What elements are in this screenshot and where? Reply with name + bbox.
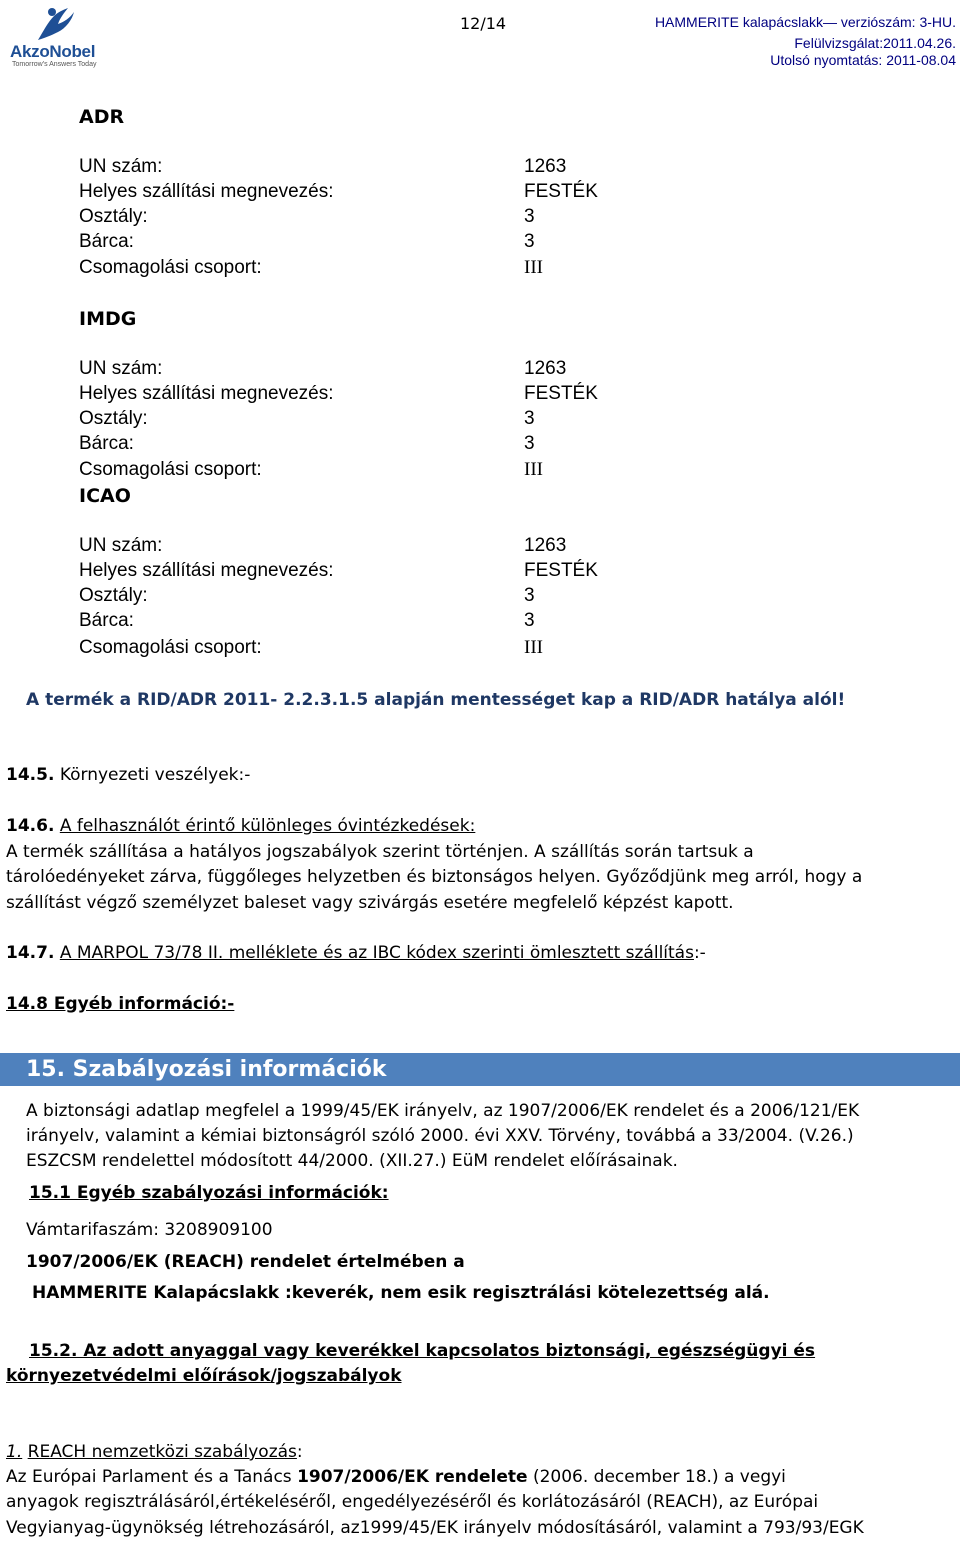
imdg-un-value: 1263 bbox=[524, 358, 567, 379]
adr-un-label: UN szám: bbox=[79, 156, 163, 177]
section-15-1-title: 15.1 Egyéb szabályozási információk: bbox=[29, 1183, 389, 1203]
section-14-7-text: A MARPOL 73/78 II. melléklete és az IBC kódex szerinti ömlesztett szállítás bbox=[59, 943, 694, 963]
imdg-label-label: Bárca: bbox=[79, 433, 134, 454]
regulation-line-1 bbox=[6, 1467, 786, 1487]
reach-statement: 1907/2006/EK (REACH) rendelet értelmében a bbox=[26, 1252, 465, 1272]
icao-un-value: 1263 bbox=[524, 535, 567, 556]
imdg-pack-label: Csomagolási csoport: bbox=[79, 459, 262, 480]
print-date: Utolsó nyomtatás: 2011-08.04 bbox=[770, 52, 956, 68]
section-14-6-number: 14.6. bbox=[6, 816, 55, 836]
icao-label-value: 3 bbox=[524, 610, 535, 631]
section-14-7 bbox=[6, 943, 706, 963]
adr-label-label: Bárca: bbox=[79, 231, 134, 252]
section-15-line-3: ESZCSM rendelettel módosított 44/2000. (XII.27.) EüM rendelet előírásainak. bbox=[26, 1151, 678, 1171]
adr-un-value: 1263 bbox=[524, 156, 567, 177]
icao-pack-value: III bbox=[524, 637, 543, 658]
icao-name-label: Helyes szállítási megnevezés: bbox=[79, 560, 334, 581]
section-15-line-2: irányelv, valamint a kémiai biztonságról szóló 2000. évi XXV. Törvény, továbbá a 33/2004. (V.26.) bbox=[26, 1126, 854, 1146]
imdg-name-value: FESTÉK bbox=[524, 383, 598, 404]
regulation-line-1-end: (2006. december 18.) a vegyi bbox=[527, 1467, 786, 1487]
icao-heading: ICAO bbox=[79, 485, 131, 507]
akzonobel-logo bbox=[8, 4, 100, 66]
icao-name-value: FESTÉK bbox=[524, 560, 598, 581]
document-title: HAMMERITE kalapácslakk— verziószám: 3-HU. bbox=[654, 14, 956, 30]
item-1-number: 1. bbox=[6, 1442, 23, 1462]
imdg-class-value: 3 bbox=[524, 408, 535, 429]
regulation-line-2: anyagok regisztrálásáról,értékeléséről, engedélyezéséről és korlátozásáról (REACH), az Európai bbox=[6, 1492, 819, 1512]
logo-tagline: Tomorrow's Answers Today bbox=[12, 61, 97, 68]
icao-class-label: Osztály: bbox=[79, 585, 148, 606]
section-14-6-heading bbox=[6, 816, 475, 836]
section-15-2-title-line-2: környezetvédelmi előírások/jogszabályok bbox=[6, 1366, 402, 1386]
adr-heading: ADR bbox=[79, 106, 125, 128]
regulation-line-1-start: Az Európai Parlament és a Tanács bbox=[6, 1467, 298, 1487]
section-14-5 bbox=[6, 765, 250, 785]
item-1-colon: : bbox=[296, 1442, 303, 1462]
section-14-8: 14.8 Egyéb információ:- bbox=[6, 994, 235, 1014]
revision-date: Felülvizsgálat:2011.04.26. bbox=[794, 35, 956, 51]
customs-tariff-number: Vámtarifaszám: 3208909100 bbox=[26, 1220, 273, 1240]
section-15-title: 15. Szabályozási információk bbox=[26, 1057, 387, 1082]
logo-figure-icon bbox=[8, 4, 100, 44]
imdg-name-label: Helyes szállítási megnevezés: bbox=[79, 383, 334, 404]
icao-label-label: Bárca: bbox=[79, 610, 134, 631]
adr-name-value: FESTÉK bbox=[524, 181, 598, 202]
imdg-label-value: 3 bbox=[524, 433, 535, 454]
section-15-line-1: A biztonsági adatlap megfelel a 1999/45/EK irányelv, az 1907/2006/EK rendelet és a 2006/121/EK bbox=[26, 1101, 860, 1121]
icao-pack-label: Csomagolási csoport: bbox=[79, 637, 262, 658]
adr-class-value: 3 bbox=[524, 206, 535, 227]
logo-wordmark: AkzoNobel bbox=[10, 42, 96, 61]
section-14-6-line-3: szállítást végző személyzet baleset vagy szivárgás esetére megfelelő képzést kapott. bbox=[6, 893, 734, 913]
rid-exemption-note: A termék a RID/ADR 2011- 2.2.3.1.5 alapján mentességet kap a RID/ADR hatálya alól! bbox=[26, 690, 846, 710]
imdg-heading: IMDG bbox=[79, 308, 137, 330]
section-14-5-text: Környezeti veszélyek:- bbox=[59, 765, 251, 785]
page-number: 12/14 bbox=[460, 14, 507, 33]
section-14-6-line-2: tárolóedényeket zárva, függőleges helyzetben és biztonságos helyen. Győződjünk meg arról, hogy a bbox=[6, 867, 863, 887]
imdg-pack-value: III bbox=[524, 459, 543, 480]
section-14-6-title: A felhasználót érintő különleges óvintézkedések: bbox=[59, 816, 476, 836]
imdg-class-label: Osztály: bbox=[79, 408, 148, 429]
adr-class-label: Osztály: bbox=[79, 206, 148, 227]
item-1-title: REACH nemzetközi szabályozás bbox=[27, 1442, 297, 1462]
section-14-5-number: 14.5. bbox=[6, 765, 55, 785]
product-statement: HAMMERITE Kalapácslakk :keverék, nem esik regisztrálási kötelezettség alá. bbox=[32, 1283, 770, 1303]
regulation-line-3: Vegyianyag-ügynökség létrehozásáról, az1999/45/EK irányelv módosításáról, valamint a 793/93/EGK bbox=[6, 1518, 864, 1538]
icao-class-value: 3 bbox=[524, 585, 535, 606]
section-14-6-line-1: A termék szállítása a hatályos jogszabályok szerint történjen. A szállítás során tartsuk a bbox=[6, 842, 754, 862]
adr-pack-label: Csomagolási csoport: bbox=[79, 257, 262, 278]
section-14-7-number: 14.7. bbox=[6, 943, 55, 963]
imdg-un-label: UN szám: bbox=[79, 358, 163, 379]
regulation-reference: 1907/2006/EK rendelete bbox=[297, 1467, 528, 1487]
adr-label-value: 3 bbox=[524, 231, 535, 252]
section-14-7-suffix: :- bbox=[693, 943, 706, 963]
adr-pack-value: III bbox=[524, 257, 543, 278]
adr-name-label: Helyes szállítási megnevezés: bbox=[79, 181, 334, 202]
section-15-2-title-line-1: 15.2. Az adott anyaggal vagy keverékkel kapcsolatos biztonsági, egészségügyi és bbox=[29, 1341, 816, 1361]
icao-un-label: UN szám: bbox=[79, 535, 163, 556]
item-1-heading bbox=[6, 1442, 303, 1462]
